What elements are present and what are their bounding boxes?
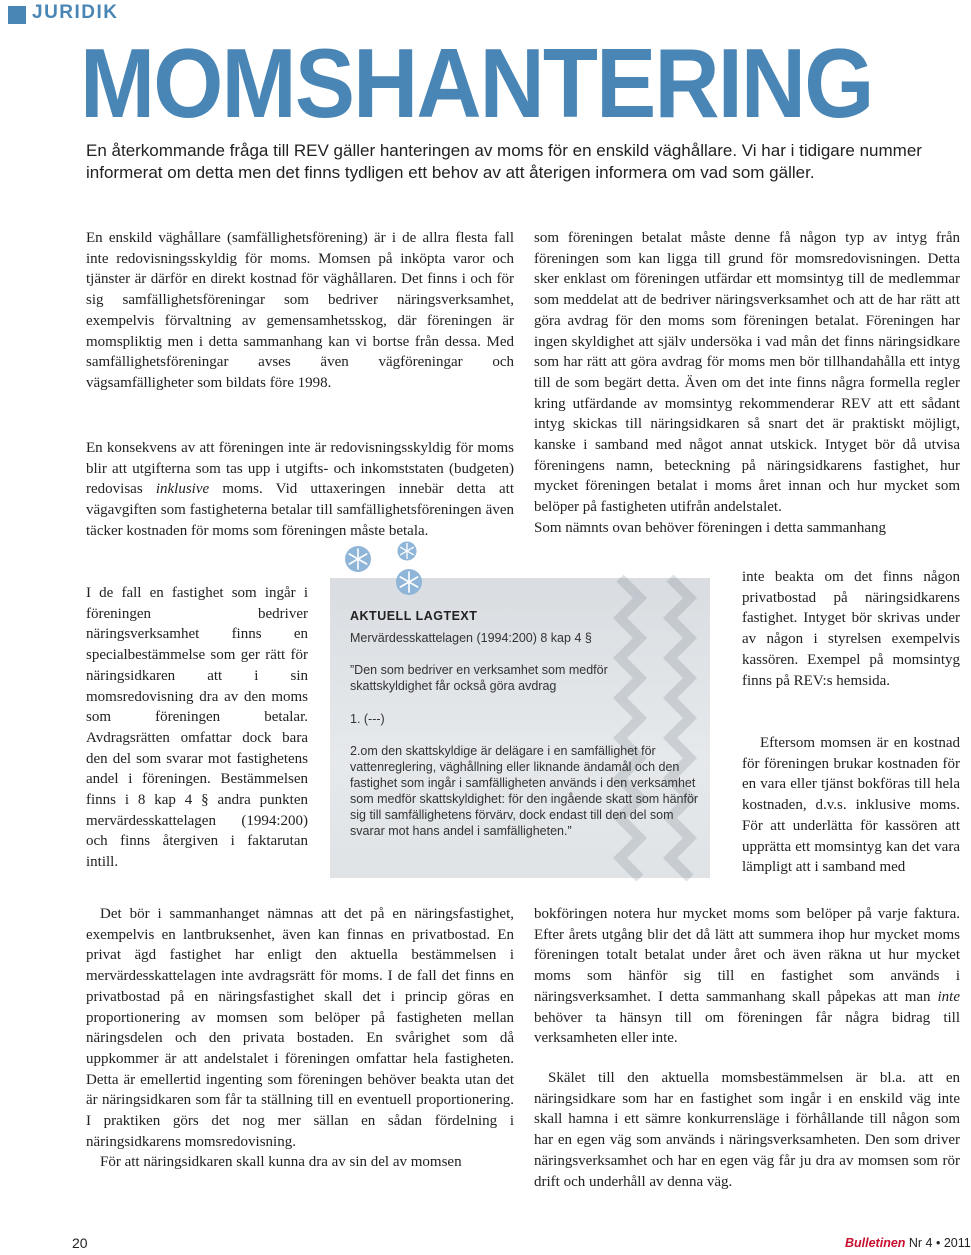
snowflake-icon: [343, 544, 373, 574]
emphasis: inklusive: [155, 481, 210, 498]
body-paragraph: Det bör i sammanhanget nämnas att det på en näringsfastighet, exempelvis en lantbruksenhet, även kan finnas en privatbostad. En privat ägd fastighet har enligt den aktuella bestämmelsen i mervärdesskattelagen inte avdragsrätt för moms. I de fall det finns en privatbostad på en näringsfastighet skall det i princip göras en proportionering av momsen som belöper på fastigheten mellan näringsdelen och den privata bostaden. En svårighet som då uppkommer är att andelstalet i föreningen omfattar hela fastigheten. Detta är emellertid ingenting som föreningen behöver beakta utan det är näringsidkaren som får ta ställning till en eventuell proportionering. I praktiken görs det nog mer sällan en sådan fördelning i näringsidkarens momsredovisning.: [86, 906, 514, 1150]
emphasis: inte: [937, 988, 960, 1005]
factbox-point: 2.om den skattskyldige är delägare i en samfällighet för vattenreglering, väghållning eller liknande ändamål och den fastighet som ingår i samfälligheten används i den verksamhet som medför skattskyldighet: för den ingående skatt som hänför sig till samfällighetens förvärv, dock endast till den del som svarar mot hans andel i samfälligheten.”: [350, 744, 699, 838]
factbox-quote: ”Den som bedriver en verksamhet som medför skattskyldighet får också göra avdrag: [350, 663, 608, 693]
section-label: JURIDIK: [32, 2, 119, 23]
snowflake-icon: [396, 540, 418, 562]
publication-footer: [845, 1236, 971, 1250]
body-paragraph: Skälet till den aktuella momsbestämmelsen är bl.a. att en näringsidkare som har en fastighet som ingår i en enskild väg inte skall hamna i ett sämre konkurrensläge i förhållande till någon som har en egen väg som används i näringsverksamheten. Den som driver näringsverksamhet och har en egen väg får ju dra av momsen som rör drift och underhåll av denna väg.: [534, 1070, 960, 1190]
body-paragraph: bokföringen notera hur mycket moms som belöper på varje faktura. Efter årets utgång blir det då lätt att summera ihop hur mycket moms föreningen totalt betalat under året och även räkna ut hur mycket moms som hänför sig till en fastighet som används i näringsverksamhet. I detta sammanhang skall påpekas att man inte behöver ta hänsyn till om föreningen får några bidrag till verksamheten eller inte.: [534, 906, 960, 1047]
body-paragraph: Eftersom momsen är en kostnad för föreningen brukar kostnaden för en vara eller tjänst bokföras till hela kostnaden, d.v.s. inklusive moms. För att underlätta för kassören att upprätta ett momsintyg kan det vara lämpligt att i samband med: [742, 735, 960, 876]
body-paragraph: som föreningen betalat måste denne få någon typ av intyg från föreningen som kan ligga till grund för momsredovisningen. Detta sker enklast om föreningen utfärdar ett momsintyg till de medlemmar som meddelat att de bedriver näringsverksamhet och att de har rätt att göra avdrag för den moms som föreningen betalat. Föreningen har ingen skyldighet att själv undersöka i vad mån det finns näringsidkare som har rätt att göra avdrag för moms men bör tillhandahålla ett intyg till de som begärt detta. Även om det inte finns några formella regler kring utfärdande av momsintyg rekommenderar REV att ett sådant intyg skickas till näringsidkaren så snart det är praktiskt möjligt, kanske i samband med något annat utskick. Intyget bör då utvisa föreningens namn, beteckning på näringsidkarens fastighet, hur mycket föreningen betalat i moms året innan och hur mycket som belöper på fastigheten utifrån andelstalet.: [534, 230, 960, 516]
body-paragraph-group: [86, 904, 514, 1173]
article-lead: En återkommande fråga till REV gäller hanteringen av moms för en enskild väghållare. Vi har i tidigare nummer informerat om detta men det finns tydligen ett behov av att återigen informera om vad som gäller.: [86, 141, 922, 182]
snowflake-icon: [394, 567, 424, 597]
article-title: MOMSHANTERING: [80, 28, 873, 138]
publication-brand: Bulletinen: [845, 1236, 906, 1250]
body-paragraph: En konsekvens av att föreningen inte är redovisningsskyldig för moms blir att utgifterna som tas upp i utgifts- och inkomststaten (budgeten) redovisas inklusive moms. Vid uttaxeringen innebär detta att vägavgiften som fastigheterna betalar till samfällighetsföreningen även täcker kostnaden för moms som föreningen måste betala.: [86, 440, 515, 539]
page-number: 20: [72, 1235, 88, 1251]
factbox-point: 1. (---): [350, 712, 385, 726]
body-paragraph: En enskild väghållare (samfällighetsförening) är i de allra flesta fall inte redovisningsskyldig för moms. Momsen på inköpta varor och tjänster är därför en direkt kostnad för väghållaren. Det finns i och för sig samfällighetsföreningar som bedriver näringsverksamhet, exempelvis förvaltning av gemensamhetsskog, där föreningen är momspliktig men i detta sammanhang kan vi bortse från dessa. Med samfällighetsföreningar avses även vägföreningar och vägsamfälligheter som bildats före 1998.: [86, 230, 514, 391]
publication-issue: Nr 4 • 2011: [905, 1236, 971, 1250]
factbox-reference: Mervärdesskattelagen (1994:200) 8 kap 4 §: [350, 631, 592, 645]
body-paragraph: inte beakta om det finns någon privatbostad på näringsidkarens fastighet. Intyget bör skrivas under av någon i styrelsen exempelvis kassören. Exempel på momsintyg finns på REV:s hemsida.: [742, 569, 960, 689]
body-paragraph: I de fall en fastighet som ingår i föreningen bedriver näringsverksamhet finns en specialbestämmelse som ger rätt för näringsidkaren att i sin momsredovisning dra av den moms som föreningen betalar. Avdragsrätten omfattar dock bara den del som svarar mot fastighetens andel i föreningen. Bestämmelsen finns i 8 kap 4 § andra punkten mervärdesskattelagen (1994:200) och finns återgiven i faktarutan intill.: [86, 585, 308, 871]
body-paragraph: Som nämnts ovan behöver föreningen i detta sammanhang: [534, 519, 886, 536]
section-marker: [8, 6, 26, 24]
body-paragraph-group: [534, 228, 960, 539]
body-paragraph: För att näringsidkaren skall kunna dra av sin del av momsen: [100, 1154, 462, 1171]
factbox-heading: AKTUELL LAGTEXT: [350, 609, 478, 623]
